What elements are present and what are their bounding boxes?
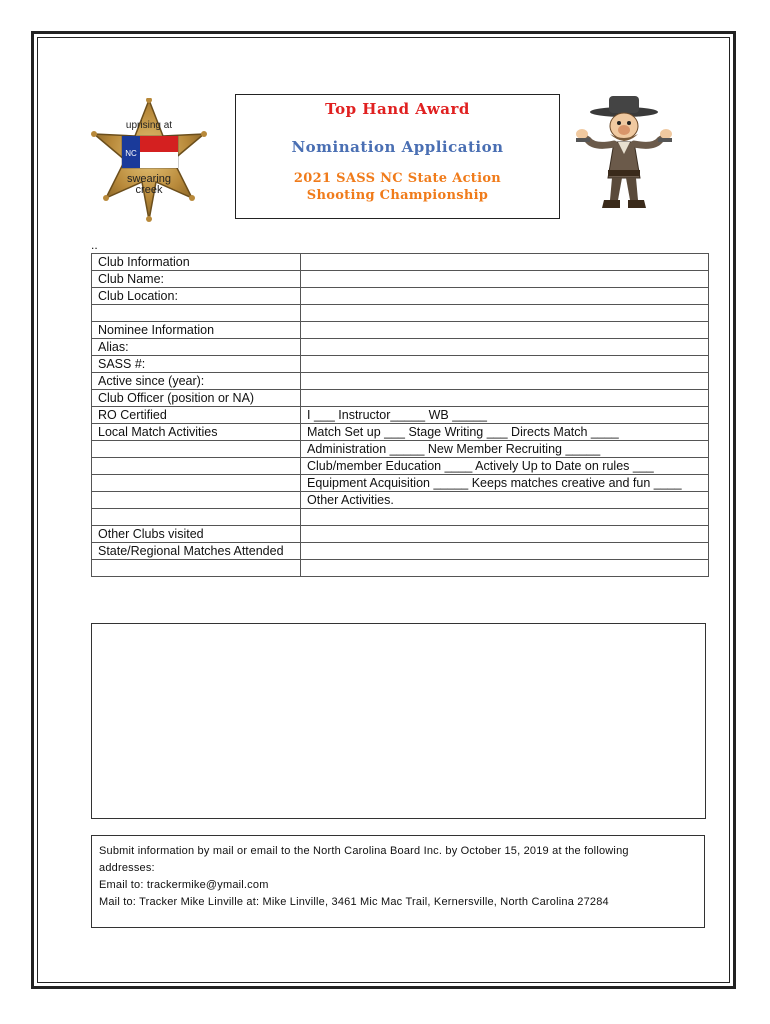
- form-row-value[interactable]: [301, 305, 709, 322]
- comments-box[interactable]: [91, 623, 706, 819]
- form-row-value[interactable]: [301, 373, 709, 390]
- submit-line-2: addresses:: [99, 862, 155, 874]
- form-row-value[interactable]: Equipment Acquisition _____ Keeps matches creative and fun ____: [301, 475, 709, 492]
- title-box: [235, 94, 560, 219]
- application-subtitle: Nomination Application: [291, 138, 504, 156]
- form-row-label: [92, 441, 301, 458]
- form-row-label: Alias:: [92, 339, 301, 356]
- form-row: [92, 424, 709, 441]
- mail-line: Mail to: Tracker Mike Linville at: Mike Linville, 3461 Mic Mac Trail, Kernersville, North Carolina 27284: [99, 896, 609, 908]
- form-row: [92, 509, 709, 526]
- badge-bottom-text-2: creek: [135, 184, 163, 196]
- form-row-value[interactable]: [301, 560, 709, 577]
- badge-bottom-text-1: swearing: [126, 173, 172, 185]
- form-row-label: Club Information: [92, 254, 301, 271]
- form-row-value[interactable]: [301, 254, 709, 271]
- form-row: [92, 288, 709, 305]
- form-row: [92, 356, 709, 373]
- form-row-value[interactable]: [301, 339, 709, 356]
- form-row: [92, 305, 709, 322]
- form-row-label: [92, 509, 301, 526]
- form-row: [92, 254, 709, 271]
- form-row-value[interactable]: [301, 390, 709, 407]
- submit-line-1: Submit information by mail or email to the North Carolina Board Inc. by October 15, 2019 at the following: [99, 845, 629, 857]
- form-row-value[interactable]: [301, 288, 709, 305]
- form-row: [92, 458, 709, 475]
- form-row: [92, 373, 709, 390]
- event-title: [236, 170, 559, 204]
- form-row-label: Other Clubs visited: [92, 526, 301, 543]
- sheriff-star-logo: [88, 98, 210, 222]
- badge-state-text: NC: [125, 149, 137, 158]
- form-row-label: Nominee Information: [92, 322, 301, 339]
- form-row: [92, 407, 709, 424]
- form-row-value[interactable]: I ___ Instructor_____ WB _____: [301, 407, 709, 424]
- form-row-value[interactable]: [301, 526, 709, 543]
- form-row: [92, 560, 709, 577]
- form-rows: [92, 254, 709, 577]
- event-line-1: 2021 SASS NC State Action: [293, 171, 502, 186]
- form-row: [92, 543, 709, 560]
- form-row: [92, 390, 709, 407]
- form-row-label: [92, 305, 301, 322]
- form-row-label: SASS #:: [92, 356, 301, 373]
- event-line-2: Shooting Championship: [306, 188, 489, 203]
- form-row: [92, 322, 709, 339]
- form-row: [92, 526, 709, 543]
- form-row-value[interactable]: [301, 271, 709, 288]
- form-row-value[interactable]: Other Activities.: [301, 492, 709, 509]
- form-row-label: Club Location:: [92, 288, 301, 305]
- form-row-label: [92, 458, 301, 475]
- form-row-value[interactable]: [301, 322, 709, 339]
- form-row-label: [92, 560, 301, 577]
- cowboy-cartoon-image: [574, 92, 674, 214]
- form-row: [92, 475, 709, 492]
- form-row-value[interactable]: Match Set up ___ Stage Writing ___ Directs Match ____: [301, 424, 709, 441]
- form-row: [92, 492, 709, 509]
- form-row: [92, 441, 709, 458]
- form-row-value[interactable]: [301, 356, 709, 373]
- form-row-label: [92, 492, 301, 509]
- form-row-label: Active since (year):: [92, 373, 301, 390]
- email-line: Email to: trackermike@ymail.com: [99, 879, 269, 891]
- form-row-label: RO Certified: [92, 407, 301, 424]
- form-row-label: Local Match Activities: [92, 424, 301, 441]
- form-row-label: Club Name:: [92, 271, 301, 288]
- dots-mark: ..: [91, 238, 98, 252]
- form-row: [92, 271, 709, 288]
- form-row-value[interactable]: [301, 543, 709, 560]
- form-row-label: State/Regional Matches Attended: [92, 543, 301, 560]
- form-row-label: Club Officer (position or NA): [92, 390, 301, 407]
- form-row-value[interactable]: Club/member Education ____ Actively Up to Date on rules ___: [301, 458, 709, 475]
- badge-top-text: uprising at: [125, 120, 173, 131]
- form-row: [92, 339, 709, 356]
- nomination-form-table: [91, 253, 709, 577]
- form-row-label: [92, 475, 301, 492]
- form-row-value[interactable]: [301, 509, 709, 526]
- form-row-value[interactable]: Administration _____ New Member Recruiting _____: [301, 441, 709, 458]
- award-title: Top Hand Award: [325, 100, 470, 118]
- submission-instructions: [91, 835, 705, 928]
